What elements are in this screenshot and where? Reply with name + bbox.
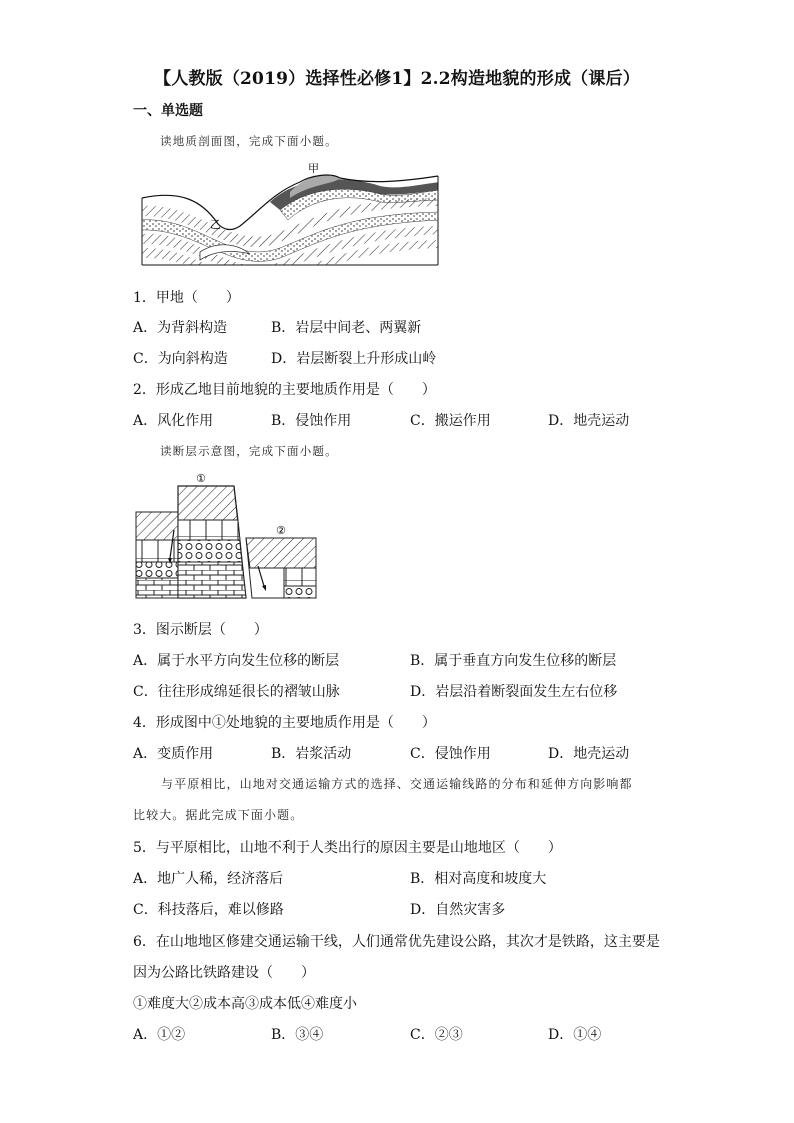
intro-passage-line-1: 与平原相比，山地对交通运输方式的选择、交通运输线路的分布和延伸方向影响都 [161,777,633,791]
q3-option-c[interactable]: C．往往形成绵延很长的褶皱山脉 [133,684,340,700]
q3-stem: 3．图示断层（ ） [133,622,268,638]
section-heading: 一、单选题 [133,103,203,119]
q3-option-a[interactable]: A．属于水平方向发生位移的断层 [133,653,340,669]
q6-option-b[interactable]: B．③④ [271,1027,324,1043]
q5-option-a[interactable]: A．地广人稀，经济落后 [133,871,284,887]
q6-option-c[interactable]: C．②③ [410,1027,463,1043]
geologic-section-figure [140,162,440,266]
q6-option-a[interactable]: A．①② [133,1027,186,1043]
label-circled-1: ① [196,472,206,485]
intro-figure-2: 读断层示意图，完成下面小题。 [160,444,338,458]
q2-option-d[interactable]: D．地壳运动 [548,413,630,429]
q1-option-b[interactable]: B．岩层中间老、两翼新 [271,320,422,336]
q4-option-a[interactable]: A．变质作用 [133,746,214,762]
page-title: 【人教版（2019）选择性必修1】2.2构造地貌的形成（课后） [154,69,640,89]
q6-stem-line-2: 因为公路比铁路建设（ ） [133,965,315,981]
intro-passage-line-2: 比较大。据此完成下面小题。 [133,808,304,822]
q4-option-d[interactable]: D．地壳运动 [548,746,630,762]
q4-option-c[interactable]: C．侵蚀作用 [410,746,491,762]
intro-figure-1: 读地质剖面图，完成下面小题。 [160,134,338,148]
q2-stem: 2．形成乙地目前地貌的主要地质作用是（ ） [133,382,436,398]
q4-stem: 4．形成图中①处地貌的主要地质作用是（ ） [133,715,436,731]
q3-option-b[interactable]: B．属于垂直方向发生位移的断层 [410,653,617,669]
q6-choices: ①难度大②成本高③成本低④难度小 [133,996,357,1012]
label-jia: 甲 [308,162,319,175]
q5-option-d[interactable]: D．自然灾害多 [410,902,506,918]
q5-option-b[interactable]: B．相对高度和坡度大 [410,871,547,887]
q1-stem: 1．甲地（ ） [133,290,240,306]
q2-option-b[interactable]: B．侵蚀作用 [271,413,352,429]
q1-option-a[interactable]: A．为背斜构造 [133,320,228,336]
q4-option-b[interactable]: B．岩浆活动 [271,746,352,762]
q6-stem-line-1: 6．在山地地区修建交通运输干线，人们通常优先建设公路，其次才是铁路，这主要是 [133,934,660,950]
label-circled-2: ② [276,524,286,537]
q5-option-c[interactable]: C．科技落后，难以修路 [133,902,284,918]
fault-diagram-figure [134,470,318,600]
q5-stem: 5．与平原相比，山地不利于人类出行的原因主要是山地地区（ ） [133,840,562,856]
q1-option-d[interactable]: D．岩层断裂上升形成山岭 [271,351,437,367]
q6-option-d[interactable]: D．①④ [548,1027,602,1043]
q2-option-c[interactable]: C．搬运作用 [410,413,491,429]
label-yi: 乙 [210,218,221,231]
q3-option-d[interactable]: D．岩层沿着断裂面发生左右位移 [410,684,618,700]
q2-option-a[interactable]: A．风化作用 [133,413,214,429]
q1-option-c[interactable]: C．为向斜构造 [133,351,228,367]
